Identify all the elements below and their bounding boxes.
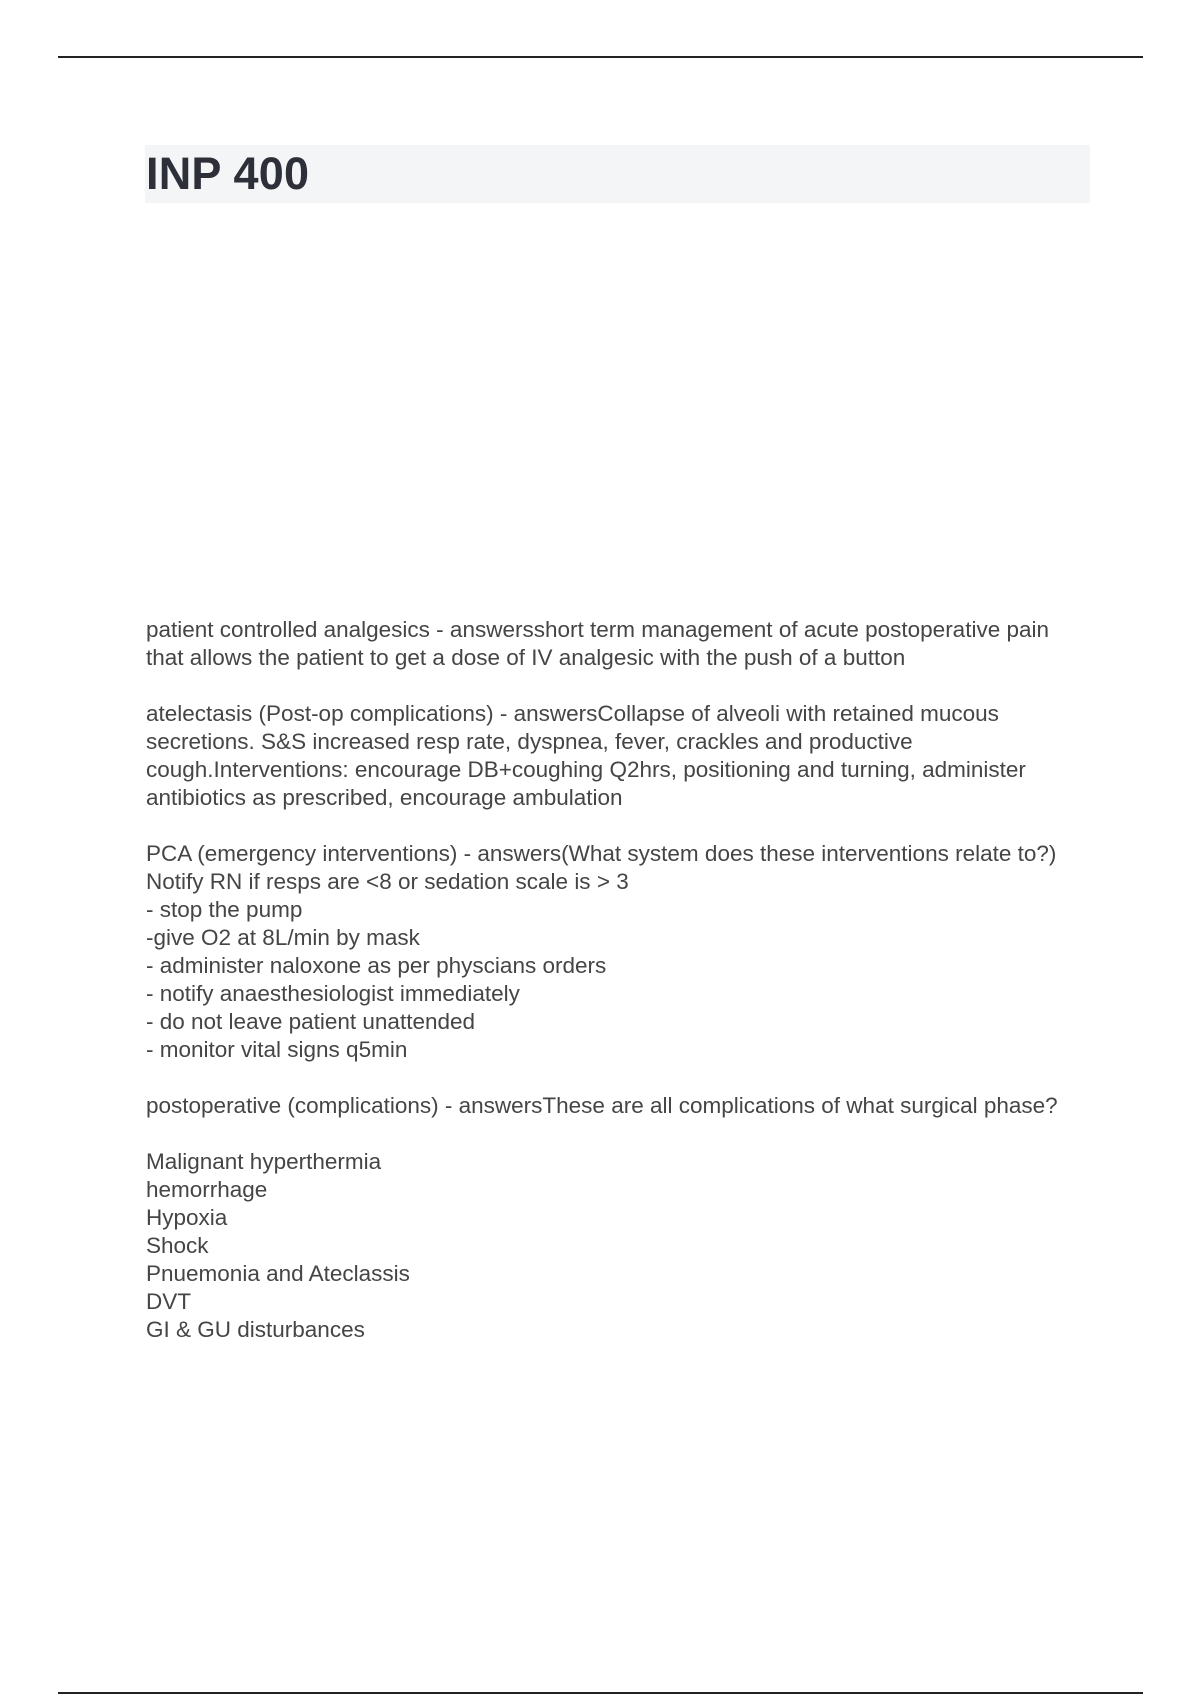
list-item: - stop the pump (146, 897, 303, 922)
entry-text: atelectasis (Post-op complications) - answersCollapse of alveoli with retained mucous secretions. S&S increased resp rate, dyspnea, fever, crackles and productive cough.Interventions: encourage DB+coughing Q2hrs, positioning and turning, administer antibiotics as prescribed, encourage ambulation (146, 701, 1026, 810)
list-item: - monitor vital signs q5min (146, 1037, 408, 1062)
list-item: - do not leave patient unattended (146, 1009, 476, 1034)
page-title: INP 400 (146, 148, 310, 199)
entry-atelectasis (146, 700, 1091, 812)
list-item: Shock (146, 1233, 209, 1258)
entry-complications-list (146, 1148, 1091, 1344)
list-item: - notify anaesthesiologist immediately (146, 981, 520, 1006)
entry-pca-emergency (146, 840, 1091, 1064)
list-item: Hypoxia (146, 1205, 228, 1230)
list-item: DVT (146, 1289, 191, 1314)
entry-postoperative-complications (146, 1092, 1091, 1120)
bottom-rule (58, 1692, 1143, 1694)
top-rule (58, 56, 1143, 58)
entry-text: patient controlled analgesics - answersshort term management of acute postoperative pain that allows the patient to get a dose of IV analgesic with the push of a button (146, 617, 1049, 670)
entry-intro: PCA (emergency interventions) - answers(What system does these interventions relate to?) (146, 841, 1057, 866)
list-item: - administer naloxone as per physcians orders (146, 953, 607, 978)
list-item: Notify RN if resps are <8 or sedation scale is > 3 (146, 869, 629, 894)
document-body (146, 616, 1091, 1372)
list-item: GI & GU disturbances (146, 1317, 365, 1342)
list-item: -give O2 at 8L/min by mask (146, 925, 420, 950)
list-item: Pnuemonia and Ateclassis (146, 1261, 410, 1286)
list-item: Malignant hyperthermia (146, 1149, 382, 1174)
list-item: hemorrhage (146, 1177, 268, 1202)
entry-intro: postoperative (complications) - answersThese are all complications of what surgical phase? (146, 1093, 1058, 1118)
entry-pca-definition (146, 616, 1091, 672)
